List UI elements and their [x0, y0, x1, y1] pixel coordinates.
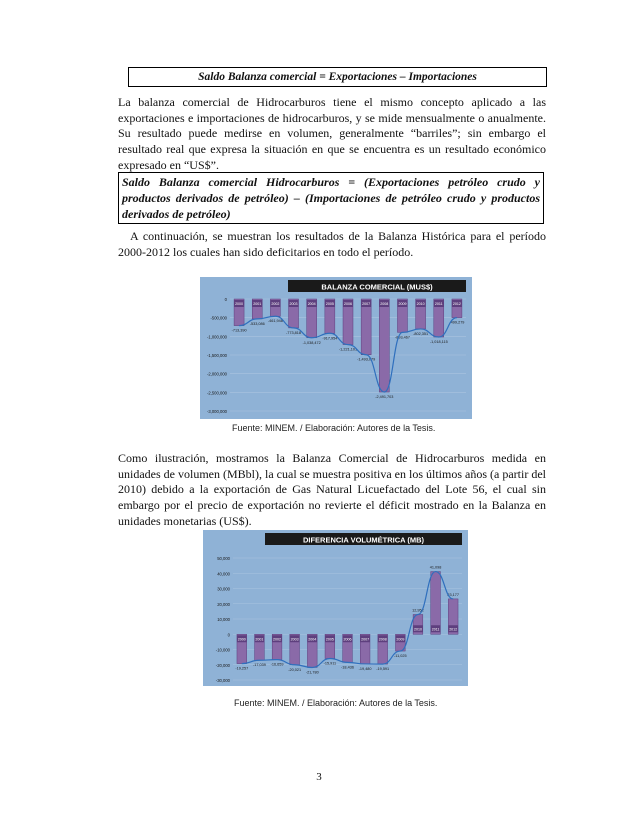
data-label: -17,039 [252, 663, 266, 668]
data-label: -18,436 [341, 665, 354, 670]
y-tick-label: 40,000 [217, 571, 230, 577]
chart-background [200, 277, 472, 419]
category-label: 2002 [271, 302, 280, 307]
category-label: 2000 [235, 302, 244, 307]
data-label: 41,098 [429, 565, 442, 570]
data-label: -1,018,115 [429, 340, 448, 345]
y-tick-label: 0 [227, 632, 230, 638]
data-label: -19,257 [235, 666, 249, 671]
category-label: 2011 [431, 627, 440, 632]
paragraph-intro-balanza: A continuación, se muestran los resultados de la Balanza Histórica para el período 2000-2012 los cuales han sido deficitarios en todo el período. [118, 229, 546, 259]
category-label: 2001 [255, 637, 264, 642]
category-label: 2004 [307, 302, 316, 307]
data-label: -713,390 [231, 328, 247, 333]
data-label: -773,818 [286, 330, 302, 335]
page-number: 3 [316, 771, 322, 783]
data-label: -533,086 [249, 321, 265, 326]
y-tick-label: -3,000,000 [206, 409, 227, 414]
category-label: 2004 [308, 637, 317, 642]
category-label: 2007 [361, 637, 370, 642]
data-label: -499,279 [449, 320, 465, 325]
chart-balanza-comercial [200, 277, 472, 419]
category-label: 2009 [396, 637, 405, 642]
y-tick-label: -1,000,000 [206, 334, 227, 340]
data-label: -461,948 [267, 319, 283, 324]
caption-chart-2: Fuente: MINEM. / Elaboración: Autores de la Tesis. [234, 698, 438, 708]
chart-title: DIFERENCIA VOLUMÉTRICA (MB) [302, 535, 425, 545]
data-label: -917,954 [322, 336, 338, 341]
data-label: -893,467 [394, 335, 410, 340]
category-label: 2003 [289, 302, 298, 307]
data-label: -1,493,079 [357, 357, 376, 362]
bar [379, 299, 389, 392]
category-label: 2008 [378, 637, 387, 642]
category-label: 2006 [343, 637, 352, 642]
y-tick-label: -2,500,000 [206, 390, 227, 396]
y-tick-label: -30,000 [215, 678, 230, 683]
category-label: 2011 [434, 302, 443, 307]
y-tick-label: 10,000 [217, 617, 230, 622]
y-tick-label: -20,000 [215, 662, 230, 668]
data-label: -2,491,703 [375, 395, 394, 400]
data-label: -21,780 [305, 670, 319, 675]
y-tick-label: -10,000 [215, 647, 230, 653]
y-tick-label: 0 [224, 297, 227, 302]
y-tick-label: -1,500,000 [206, 353, 227, 358]
chart-diferencia-volumetrica-svg [203, 530, 468, 686]
data-label: -802,351 [413, 331, 429, 336]
category-label: 2008 [380, 302, 389, 307]
category-label: 2010 [416, 302, 425, 307]
data-label: -19,480 [358, 666, 372, 671]
bar [431, 572, 441, 635]
y-tick-label: 50,000 [217, 556, 230, 561]
category-label: 2007 [362, 302, 371, 307]
category-label: 2002 [273, 637, 282, 642]
category-label: 2005 [325, 637, 334, 642]
data-label: -15,911 [323, 661, 337, 666]
formula-balanza-comercial: Saldo Balanza comercial = Exportaciones – Importaciones [128, 67, 547, 87]
data-label: -16,659 [270, 662, 284, 667]
chart-balanza-comercial-svg [200, 277, 472, 419]
category-label: 2010 [413, 627, 422, 632]
formula-balanza-hidrocarburos: Saldo Balanza comercial Hidrocarburos = (Exportaciones petróleo crudo y productos derivados de petróleo) – (Importaciones de petróleo crudo y productos derivados de petróleo) [118, 172, 544, 224]
data-label: 12,952 [412, 608, 424, 613]
category-label: 2005 [325, 302, 334, 307]
category-label: 2001 [253, 302, 262, 307]
y-tick-label: 20,000 [217, 601, 230, 607]
data-label: -1,221,101 [338, 347, 358, 352]
y-tick-label: -2,000,000 [206, 371, 227, 377]
bar [361, 299, 371, 355]
category-label: 2006 [344, 302, 352, 307]
paragraph-concepto: La balanza comercial de Hidrocarburos tiene el mismo concepto aplicado a las exportaciones e importaciones de hidrocarburos, y se mide mensualmente o anualmente. Su resultado puede medirse en volumen, generalmente “barriles”; sin embargo el resultado real que expresa la situación en que se encuentra es un resultado económico expresado en “US$”. [118, 95, 546, 172]
category-label: 2003 [290, 637, 299, 642]
category-label: 2000 [237, 637, 246, 642]
category-label: 2009 [398, 302, 407, 307]
y-tick-label: 30,000 [217, 586, 230, 592]
category-label: 2012 [452, 302, 461, 307]
data-label: -19,591 [376, 667, 390, 672]
data-label: -1,038,472 [302, 340, 321, 345]
data-label: 23,177 [447, 592, 460, 597]
category-label: 2012 [449, 627, 458, 632]
data-label: -20,021 [288, 667, 302, 672]
caption-chart-1: Fuente: MINEM. / Elaboración: Autores de la Tesis. [232, 423, 436, 433]
paragraph-ilustracion: Como ilustración, mostramos la Balanza Comercial de Hidrocarburos medida en unidades de volumen (MBbl), la cual se muestra positiva en los últimos años (a partir del 2010) debido a la exportación de Gas Natural Licuefactado del Lote 56, el cual sin embargo por el precio de exportación no revierte el déficit mostrado en la Balanza en unidades monetarias (US$). [118, 451, 546, 528]
y-tick-label: -500,000 [210, 315, 227, 321]
data-label: -11,025 [394, 654, 407, 659]
chart-title: BALANZA COMERCIAL (MUS$) [321, 282, 433, 292]
chart-diferencia-volumetrica [203, 530, 468, 686]
